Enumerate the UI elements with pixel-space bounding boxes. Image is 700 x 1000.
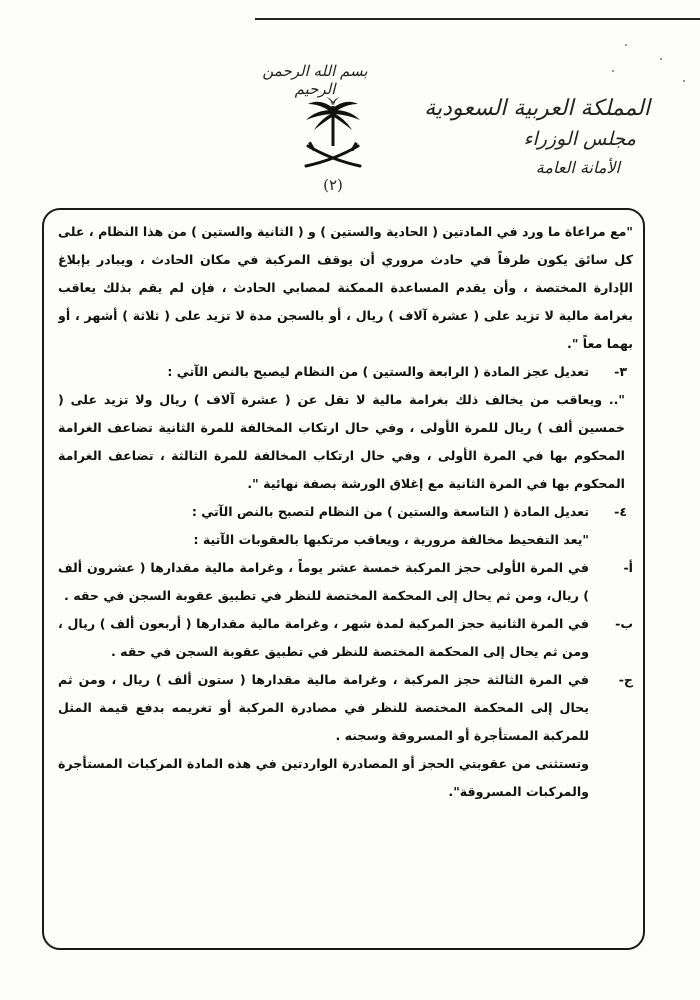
item-3-marker: ٣- xyxy=(614,364,627,379)
sub-item-c xyxy=(58,666,633,750)
scan-speck xyxy=(612,70,614,72)
item-4-intro: "يعد التفحيط مخالفة مرورية ، ويعاقب مرتكبها بالعقوبات الآتية : xyxy=(193,532,589,547)
item-4-marker: ٤- xyxy=(614,504,627,519)
sub-item-a-text: في المرة الأولى حجز المركبة خمسة عشر يوماً ، وغرامة مالية مقدارها ( عشرون ألف ) ريال، ومن ثم يحال إلى المحكمة المختصة للنظر في تطبيق عقوبة السجن في حقه . xyxy=(58,560,589,603)
top-rule xyxy=(255,18,700,20)
item-3 xyxy=(58,358,633,386)
scan-speck xyxy=(625,44,627,46)
page-number: (٢) xyxy=(323,176,343,194)
basmala: بسم الله الرحمن الرحيم xyxy=(262,62,368,98)
closing-wrap xyxy=(58,750,633,806)
item-3-text: ".. ويعاقب من يخالف ذلك بغرامة مالية لا تقل عن ( عشرة آلاف ) ريال ولا تزيد على ( خمسين ألف ) ريال للمرة الأولى ، وفي حال ارتكاب المخالفة للمرة الثانية تضاعف الغرامة المحكوم بها في المرة الأولى ، وفي حال ارتكاب المخالفة للمرة الثالثة ، تضاعف الغرامة المحكوم بها في المرة الثانية مع إغلاق الورشة بصفة نهائية ". xyxy=(58,392,625,491)
scan-speck xyxy=(683,80,685,82)
letterhead-council: مجلس الوزراء xyxy=(523,128,636,150)
item-3-heading: تعديل عجز المادة ( الرابعة والستين ) من النظام ليصبح بالنص الآتي : xyxy=(167,364,589,379)
item-4 xyxy=(58,498,633,526)
intro-paragraph: "مع مراعاة ما ورد في المادتين ( الحادية والستين ) و ( الثانية والستين ) من هذا النظام ، على كل سائق يكون طرفاً في حادث مروري أن يوقف المركبة في مكان الحادث ، ويبادر بإبلاغ الإدارة المختصة ، وأن يقدم المساعدة الممكنة لمصابي الحادث ، فإن لم يقم بذلك يعاقب بغرامة مالية لا تزيد على ( عشرة آلاف ) ريال ، أو بالسجن مدة لا تزيد على ( ثلاثة ) أشهر ، أو بهما معاً ". xyxy=(58,224,633,351)
sub-item-a xyxy=(58,554,633,610)
sub-item-b xyxy=(58,610,633,666)
letterhead-secretariat: الأمانة العامة xyxy=(535,158,620,177)
scan-speck xyxy=(660,58,662,60)
sub-item-a-marker: أ- xyxy=(623,560,633,575)
letterhead xyxy=(420,94,650,182)
letterhead-country: المملكة العربية السعودية xyxy=(424,96,650,121)
document-body xyxy=(58,218,633,943)
sub-item-b-marker: ب- xyxy=(615,616,633,631)
sub-item-c-text: في المرة الثالثة حجز المركبة ، وغرامة مالية مقدارها ( ستون ألف ) ريال ، ومن ثم يحال إلى المحكمة المختصة للنظر في مصادرة المركبة أو تغريمه بدفع قيمة المثل للمركبة المستأجرة أو المسروقة وسجنه . xyxy=(58,672,589,743)
sub-item-c-marker: ج- xyxy=(618,672,633,687)
sub-item-b-text: في المرة الثانية حجز المركبة لمدة شهر ، وغرامة مالية مقدارها ( أربعون ألف ) ريال ، ومن ثم يحال إلى المحكمة المختصة للنظر في تطبيق عقوبة السجن في حقه . xyxy=(58,616,589,659)
item-4-heading: تعديل المادة ( التاسعة والستين ) من النظام لتصبح بالنص الآتي : xyxy=(191,504,589,519)
item-4-intro-wrap xyxy=(58,526,633,554)
palm-swords-emblem-icon xyxy=(302,96,364,174)
closing-paragraph: وتستثنى من عقوبتي الحجز أو المصادرة الواردتين في هذه المادة المركبات المستأجرة والمركبات المسروقة". xyxy=(58,756,589,799)
